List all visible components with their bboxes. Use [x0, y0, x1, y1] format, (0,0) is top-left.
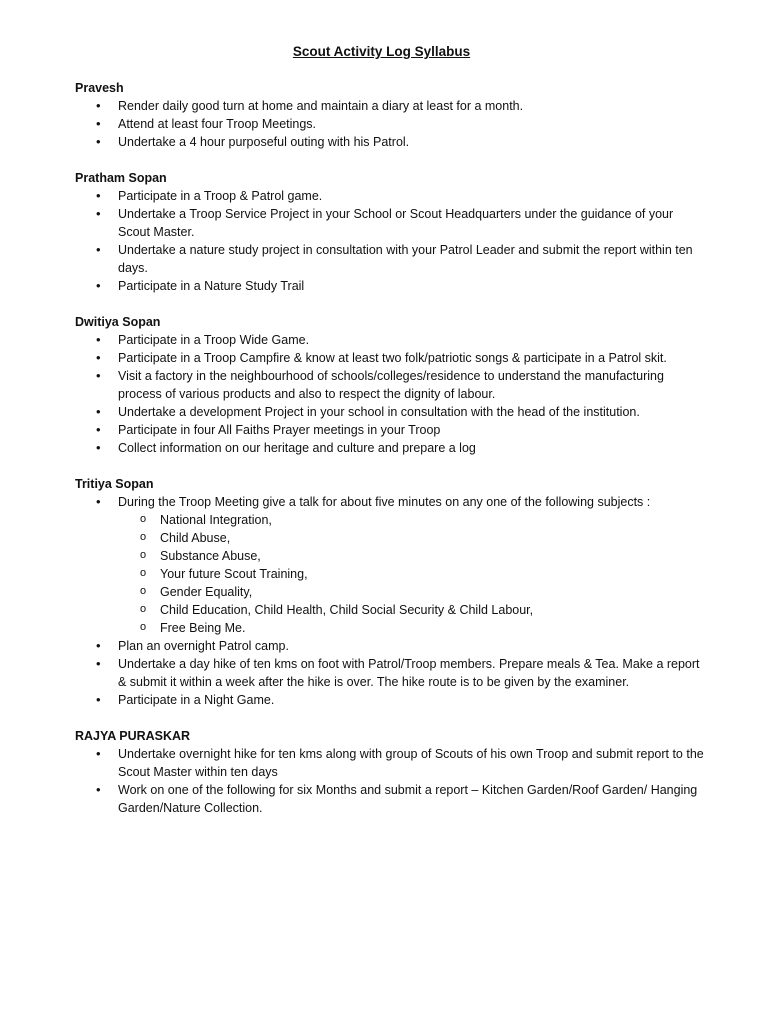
- bullet-item-text: Participate in a Troop Campfire & know at least two folk/patriotic songs & participate in a Patrol skit.: [118, 351, 667, 365]
- sub-bullet-item: o National Integration,: [118, 511, 708, 529]
- bullet-list: [75, 493, 708, 709]
- section-heading: Tritiya Sopan: [75, 477, 154, 491]
- bullet-item: [75, 349, 708, 367]
- syllabus-section: [75, 169, 708, 295]
- section-heading: Pratham Sopan: [75, 171, 167, 185]
- bullet-item-text: Work on one of the following for six Months and submit a report – Kitchen Garden/Roof Garden/ Hanging Garden/Nature Collection.: [118, 783, 698, 815]
- section-heading: Dwitiya Sopan: [75, 315, 161, 329]
- bullet-item: [75, 97, 708, 115]
- bullet-item: [75, 205, 708, 241]
- section-heading: RAJYA PURASKAR: [75, 729, 191, 743]
- bullet-item-text: Participate in four All Faiths Prayer meetings in your Troop: [118, 423, 441, 437]
- bullet-item: [75, 421, 708, 439]
- bullet-item: [75, 745, 708, 781]
- bullet-item-text: Undertake a 4 hour purposeful outing with his Patrol.: [118, 135, 410, 149]
- sub-bullet-item: o Gender Equality,: [118, 583, 708, 601]
- sub-bullet-item: o Free Being Me.: [118, 619, 708, 637]
- bullet-item: [75, 493, 708, 637]
- bullet-item: [75, 439, 708, 457]
- sub-bullet-item: o Child Education, Child Health, Child Social Security & Child Labour,: [118, 601, 708, 619]
- bullet-list: [75, 745, 708, 817]
- bullet-item-text: During the Troop Meeting give a talk for about five minutes on any one of the following subjects :: [118, 495, 651, 509]
- bullet-item-text: Undertake a nature study project in consultation with your Patrol Leader and submit the report within ten days.: [118, 243, 693, 275]
- bullet-item: [75, 115, 708, 133]
- bullet-item-text: Undertake a development Project in your school in consultation with the head of the institution.: [118, 405, 640, 419]
- bullet-item-text: Participate in a Troop Wide Game.: [118, 333, 310, 347]
- document-title: Scout Activity Log Syllabus: [292, 44, 471, 59]
- bullet-list: [75, 97, 708, 151]
- bullet-item: [75, 331, 708, 349]
- bullet-list: [75, 331, 708, 457]
- bullet-item: [75, 367, 708, 403]
- bullet-item: [75, 403, 708, 421]
- bullet-item-text: Render daily good turn at home and maintain a diary at least for a month.: [118, 99, 524, 113]
- sub-bullet-item: o Substance Abuse,: [118, 547, 708, 565]
- sections-container: [75, 79, 708, 817]
- syllabus-section: [75, 727, 708, 817]
- bullet-item: [75, 187, 708, 205]
- bullet-item: [75, 691, 708, 709]
- bullet-item: [75, 637, 708, 655]
- syllabus-section: [75, 475, 708, 709]
- section-heading: Pravesh: [75, 81, 124, 95]
- bullet-item-text: Undertake overnight hike for ten kms along with group of Scouts of his own Troop and submit report to the Scout Master within ten days: [118, 747, 704, 779]
- bullet-item: [75, 655, 708, 691]
- bullet-item: [75, 241, 708, 277]
- bullet-item: [75, 133, 708, 151]
- bullet-item-text: Attend at least four Troop Meetings.: [118, 117, 317, 131]
- bullet-item: [75, 781, 708, 817]
- sub-bullet-item: o Child Abuse,: [118, 529, 708, 547]
- bullet-item-text: Participate in a Nature Study Trail: [118, 279, 305, 293]
- bullet-item-text: Participate in a Troop & Patrol game.: [118, 189, 323, 203]
- sub-bullet-item: o Your future Scout Training,: [118, 565, 708, 583]
- bullet-item-text: Collect information on our heritage and culture and prepare a log: [118, 441, 476, 455]
- bullet-item-text: Plan an overnight Patrol camp.: [118, 639, 289, 653]
- bullet-item-text: Participate in a Night Game.: [118, 693, 275, 707]
- syllabus-section: [75, 79, 708, 151]
- bullet-item: [75, 277, 708, 295]
- sub-bullet-list: [118, 511, 708, 637]
- bullet-list: [75, 187, 708, 295]
- bullet-item-text: Undertake a Troop Service Project in your School or Scout Headquarters under the guidance of your Scout Master.: [118, 207, 674, 239]
- bullet-item-text: Undertake a day hike of ten kms on foot with Patrol/Troop members. Prepare meals & Tea. Make a report & submit it within a week after the hike is over. The hike route is to be given by the examiner.: [118, 657, 700, 689]
- bullet-item-text: Visit a factory in the neighbourhood of schools/colleges/residence to understand the manufacturing process of various products and also to respect the dignity of labour.: [118, 369, 664, 401]
- syllabus-section: [75, 313, 708, 457]
